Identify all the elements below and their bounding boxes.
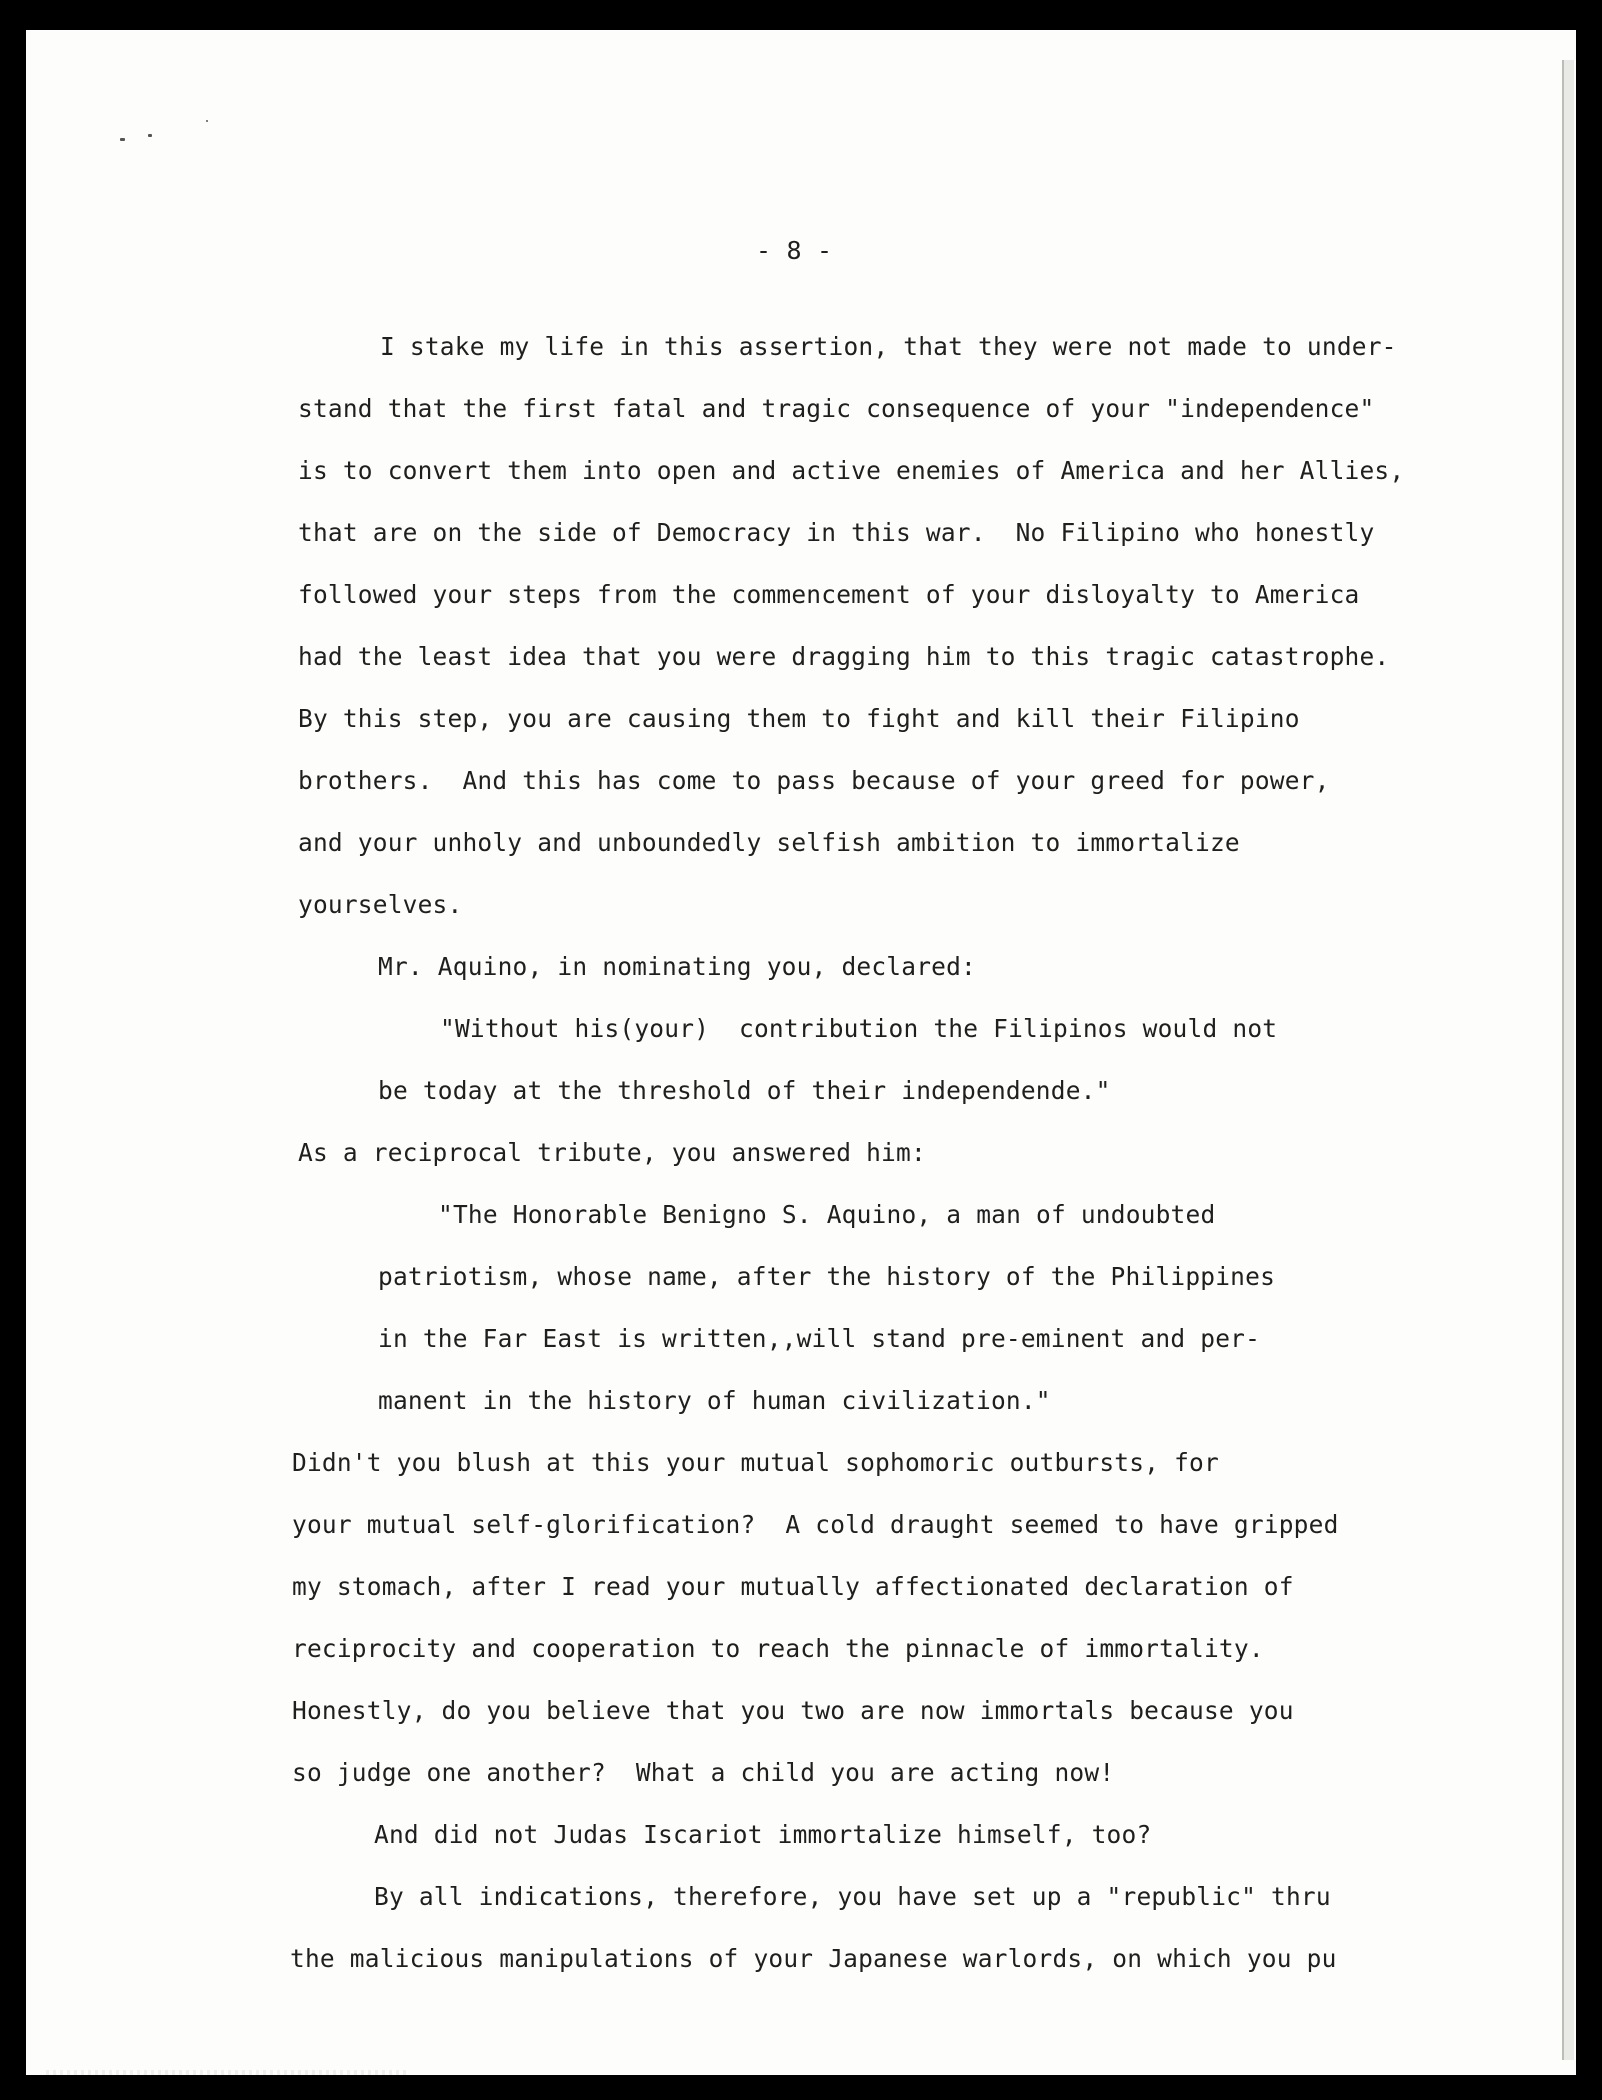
text-line-3: is to convert them into open and active enemies of America and her Allies, [298, 456, 1405, 485]
quote-line-2: be today at the threshold of their independende." [378, 1076, 1111, 1105]
text-line-5: followed your steps from the commencement of your disloyalty to America [298, 580, 1360, 609]
text-line-15: my stomach, after I read your mutually affectionated declaration of [292, 1572, 1294, 1601]
quote-line-1: "Without his(your) contribution the Filipinos would not [440, 1014, 1278, 1043]
scan-speck [120, 138, 125, 141]
text-line-9: and your unholy and unboundedly selfish ambition to immortalize [298, 828, 1240, 857]
text-line-21: the malicious manipulations of your Japanese warlords, on which you pu [290, 1944, 1337, 1973]
text-line-7: By this step, you are causing them to fight and kill their Filipino [298, 704, 1300, 733]
text-line-10: yourselves. [298, 890, 463, 919]
text-line-13: Didn't you blush at this your mutual sophomoric outbursts, for [292, 1448, 1219, 1477]
quote-line-4: patriotism, whose name, after the history of the Philippines [378, 1262, 1276, 1291]
text-line-8: brothers. And this has come to pass because of your greed for power, [298, 766, 1330, 795]
quote-line-5: in the Far East is written,,will stand pre-eminent and per- [378, 1324, 1261, 1353]
text-line-11: Mr. Aquino, in nominating you, declared: [378, 952, 977, 981]
text-line-12: As a reciprocal tribute, you answered him: [298, 1138, 926, 1167]
text-line-17: Honestly, do you believe that you two are now immortals because you [292, 1696, 1294, 1725]
text-line-6: had the least idea that you were dragging him to this tragic catastrophe. [298, 642, 1390, 671]
quote-line-6: manent in the history of human civilization." [378, 1386, 1051, 1415]
text-line-18: so judge one another? What a child you are acting now! [292, 1758, 1115, 1787]
text-line-4: that are on the side of Democracy in this war. No Filipino who honestly [298, 518, 1375, 547]
text-line-16: reciprocity and cooperation to reach the pinnacle of immortality. [292, 1634, 1264, 1663]
text-line-14: your mutual self-glorification? A cold draught seemed to have gripped [292, 1510, 1339, 1539]
page-edge-shadow [1562, 60, 1574, 2060]
scan-speck [206, 120, 208, 122]
scan-speck [148, 134, 152, 137]
text-line-20: By all indications, therefore, you have set up a "republic" thru [374, 1882, 1331, 1911]
scan-edge-noise [46, 2070, 406, 2075]
page-number: - 8 - [756, 236, 833, 265]
text-line-19: And did not Judas Iscariot immortalize himself, too? [374, 1820, 1152, 1849]
text-line-1: I stake my life in this assertion, that they were not made to under- [380, 332, 1397, 361]
quote-line-3: "The Honorable Benigno S. Aquino, a man of undoubted [438, 1200, 1216, 1229]
text-line-2: stand that the first fatal and tragic consequence of your "independence" [298, 394, 1375, 423]
